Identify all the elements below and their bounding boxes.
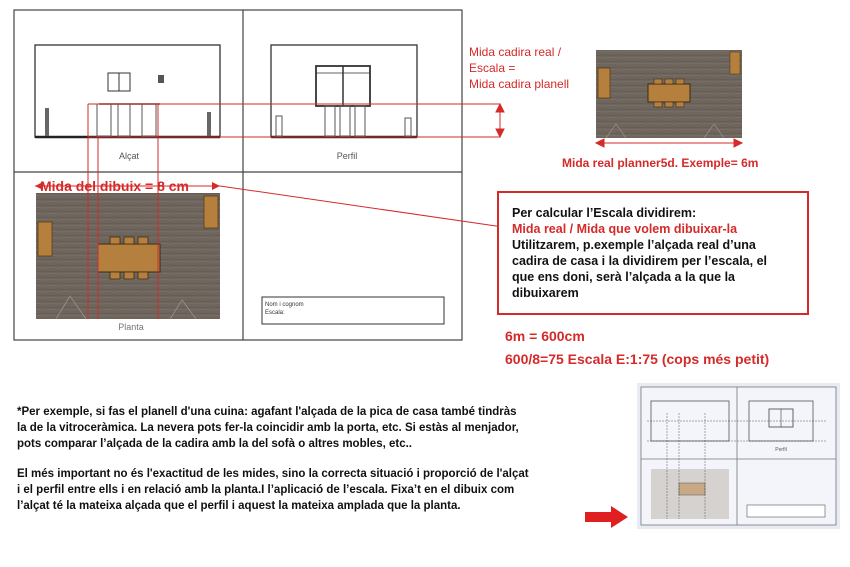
info-box-line-2: Mida real / Mida que volem dibuixar-la bbox=[512, 222, 738, 236]
formula-line-2: Escala = bbox=[469, 61, 516, 75]
thumbnail-perfil-label: Perfil bbox=[775, 447, 787, 453]
note-2-line-2: i el perfil entre ells i en relació amb la planta.I l’aplicació de l’escala. Fixa’t en el dibuix com bbox=[17, 484, 515, 496]
notes-paragraph-1 bbox=[17, 404, 627, 452]
note-2-line-1: El més important no és l'exactitud de les mides, sino la correcta situació i proporció de l'alçat bbox=[17, 468, 529, 480]
info-box-line-5: que ens doni, serà l’alçada a la que la bbox=[512, 270, 736, 284]
formula-line-3: Mida cadira planell bbox=[469, 77, 570, 91]
info-box-line-6: dibuixarem bbox=[512, 286, 579, 300]
title-block-name: Nom i cognom bbox=[265, 302, 304, 308]
notes-paragraph-2 bbox=[17, 466, 627, 514]
planta-floor-plan bbox=[36, 193, 220, 319]
note-2-line-3: l’alçat té la mateixa alçada que el perfil i aquest la mateixa amplada que la planta. bbox=[17, 500, 461, 512]
example-thumbnail bbox=[637, 383, 840, 529]
arrow-right-icon bbox=[585, 505, 629, 529]
planner5d-room-view bbox=[596, 50, 742, 138]
title-block-scale: Escala: bbox=[265, 310, 285, 316]
height-dimension-arrow bbox=[496, 104, 504, 137]
planner5d-width-arrow bbox=[596, 139, 742, 147]
formula-line-1: Mida cadira real / bbox=[469, 45, 562, 59]
calc-line-1: 6m = 600cm bbox=[505, 328, 585, 344]
info-box-line-3: Utilitzarem, p.exemple l’alçada real d’una bbox=[512, 238, 756, 252]
planta-label: Planta bbox=[118, 322, 144, 332]
mida-dibuix-label: Mida del dibuix = 8 cm bbox=[40, 178, 189, 194]
perfil-label: Perfil bbox=[336, 151, 358, 161]
info-box-line-1: Per calcular l’Escala dividirem: bbox=[512, 206, 697, 220]
alcat-label: Alçat bbox=[118, 151, 140, 161]
note-1-line-2: la de la vitroceràmica. La nevera pots fer-la coincidir amb la porta, etc. Si estàs al menjador, bbox=[17, 422, 519, 434]
info-box bbox=[497, 191, 809, 315]
calc-line-2: 600/8=75 Escala E:1:75 (cops més petit) bbox=[505, 351, 770, 367]
note-1-line-1: *Per exemple, si fas el planell d'una cuina: agafant l'alçada de la pica de casa també tindràs bbox=[17, 406, 517, 418]
info-box-line-4: cadira de casa i la dividirem per l’escala, el bbox=[512, 254, 768, 268]
note-1-line-3: pots comparar l’alçada de la cadira amb la del sofà o altres mobles, etc.. bbox=[17, 438, 412, 450]
planner5d-label: Mida real planner5d. Exemple= 6m bbox=[562, 156, 759, 170]
